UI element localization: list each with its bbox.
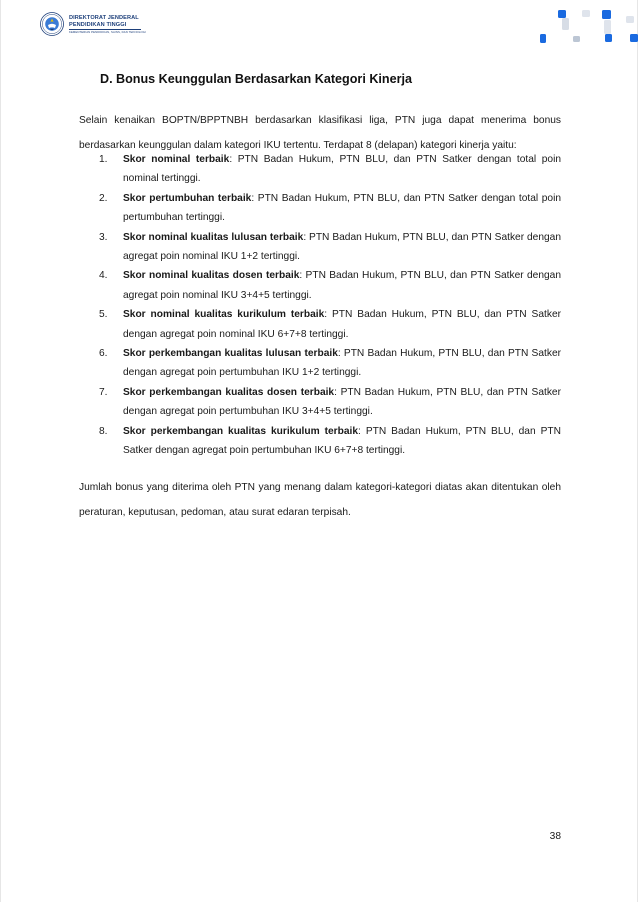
intro-paragraph: Selain kenaikan BOPTN/BPPTNBH berdasarkan klasifikasi liga, PTN juga dapat menerima bonus berdasarkan keunggulan dalam kategori IKU tertentu. Terdapat 8 (delapan) kategori kinerja yaitu:	[79, 115, 561, 151]
list-item	[79, 422, 561, 461]
list-item-text: : PTN Badan Hukum, PTN BLU, dan PTN Satker dengan agregat poin pertumbuhan IKU 6+7+8 tertinggi.	[123, 425, 561, 457]
list-item-text: : PTN Badan Hukum, PTN BLU, dan PTN Satker dengan agregat poin nominal IKU 3+4+5 tertinggi.	[123, 270, 561, 301]
list-item-number: 8.	[99, 425, 108, 437]
page-header	[0, 0, 638, 54]
list-item-number: 4.	[99, 270, 108, 282]
list-item	[79, 305, 561, 344]
list-item	[79, 228, 561, 267]
list-item-text: : PTN Badan Hukum, PTN BLU, dan PTN Satker dengan agregat poin nominal IKU 6+7+8 tertinggi.	[123, 309, 562, 340]
section-letter: D.	[100, 72, 113, 86]
list-item-number: 3.	[99, 231, 108, 243]
list-item-text: : PTN Badan Hukum, PTN BLU, dan PTN Satker dengan total poin pertumbuhan tertinggi.	[123, 192, 561, 224]
list-item-text: : PTN Badan Hukum, PTN BLU, dan PTN Satker dengan agregat poin pertumbuhan IKU 3+4+5 tertinggi.	[123, 386, 561, 418]
org-name-block	[69, 15, 189, 35]
list-item-number: 1.	[99, 154, 108, 165]
list-item-term: Skor perkembangan kualitas lulusan terbaik	[123, 348, 338, 360]
list-item-term: Skor perkembangan kualitas kurikulum terbaik	[123, 425, 359, 437]
list-item-term: Skor nominal kualitas kurikulum terbaik	[123, 309, 325, 321]
page-number: 38	[549, 831, 561, 842]
list-item	[79, 344, 561, 383]
list-item-term: Skor nominal terbaik	[123, 154, 230, 165]
page-edge-left	[0, 0, 1, 902]
tut-wuri-emblem-icon	[40, 12, 64, 36]
list-item	[79, 383, 561, 422]
list-item-term: Skor perkembangan kualitas dosen terbaik	[123, 386, 335, 398]
header-decoration	[520, 0, 638, 54]
list-item-text: : PTN Badan Hukum, PTN BLU, dan PTN Satker dengan total poin nominal tertinggi.	[123, 154, 561, 185]
list-item-number: 5.	[99, 309, 108, 321]
list-item	[79, 150, 561, 189]
list-item-number: 6.	[99, 348, 108, 360]
org-name-line1: DIREKTORAT JENDERAL	[69, 15, 139, 21]
list-item	[79, 266, 561, 305]
list-item-text: : PTN Badan Hukum, PTN BLU, dan PTN Satker dengan agregat poin pertumbuhan IKU 1+2 tertinggi.	[123, 348, 562, 379]
section-heading	[100, 72, 412, 86]
category-list	[79, 150, 561, 461]
org-ministry: KEMENTERIAN PENDIDIKAN, SAINS, DAN TEKNOLOGI	[69, 30, 146, 35]
list-item	[79, 189, 561, 228]
list-item-term: Skor pertumbuhan terbaik	[123, 192, 252, 204]
list-item-text: : PTN Badan Hukum, PTN BLU, dan PTN Satker dengan agregat poin nominal IKU 1+2 tertinggi.	[123, 231, 561, 263]
org-name-line2: PENDIDIKAN TINGGI	[69, 21, 127, 28]
section-title-text: Bonus Keunggulan Berdasarkan Kategori Kinerja	[116, 72, 413, 86]
list-item-number: 2.	[99, 192, 108, 204]
list-item-term: Skor nominal kualitas dosen terbaik	[123, 270, 300, 282]
list-item-number: 7.	[99, 386, 108, 398]
outro-paragraph: Jumlah bonus yang diterima oleh PTN yang menang dalam kategori-kategori diatas akan ditentukan oleh peraturan, keputusan, pedoman, atau surat edaran terpisah.	[79, 482, 561, 518]
list-item-term: Skor nominal kualitas lulusan terbaik	[123, 231, 304, 243]
